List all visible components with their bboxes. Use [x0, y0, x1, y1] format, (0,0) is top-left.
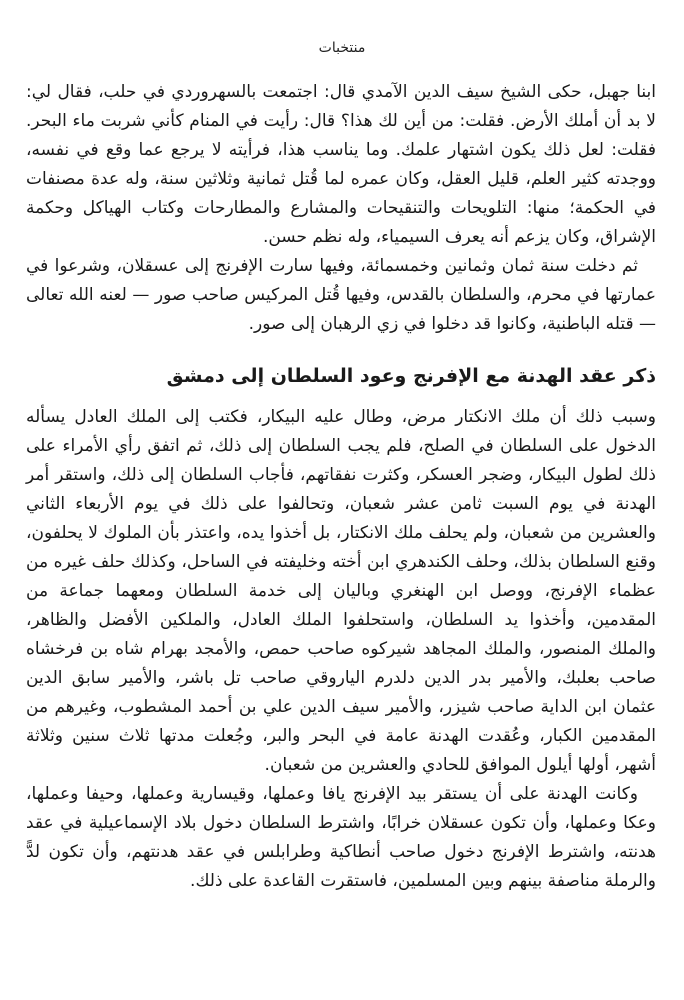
spacer	[26, 339, 656, 361]
paragraph-truce-terms: وكانت الهدنة على أن يستقر بيد الإفرنج يافا وعملها، وقيسارية وعملها، وحيفا وعملها، وعكا وعملها، وأن تكون عسقلان خرابًا، واشترط السلطان دخول بلاد الإسماعيلية في عقد هدنته، واشترط الإفرنج دخول صاحب أنطاكية وطرابلس في عقد هدنتهم، وأن تكون لدًّ والرملة مناصفة بينهم وبين المسلمين، فاستقرت القاعدة على ذلك.	[26, 784, 656, 891]
section-heading: ذكر عقد الهدنة مع الإفرنج وعود السلطان إلى دمشق	[166, 365, 656, 387]
spacer	[26, 391, 656, 403]
paragraph-year-588: ثم دخلت سنة ثمان وثمانين وخمسمائة، وفيها سارت الإفرنج إلى عسقلان، وشرعوا في عمارتها في محرم، والسلطان بالقدس، وفيها قُتل المركيس صاحب صور — لعنه الله تعالى — قتله الباطنية، وكانوا قد دخلوا في زي الرهبان إلى صور.	[26, 256, 656, 334]
paragraph-truce-cause: وسبب ذلك أن ملك الانكتار مرض، وطال عليه البيكار، فكتب إلى الملك العادل يسأله الدخول على السلطان في الصلح، فلم يجب السلطان إلى ذلك، ثم اتفق رأي الأمراء على ذلك لطول البيكار، وضجر العسكر، وكثرت نفقاتهم، فأجاب السلطان إلى ذلك، واستقر أمر الهدنة في يوم السبت ثامن عشر شعبان، وتحالفوا على ذلك في يوم الأربعاء الثاني والعشرين من شعبان، ولم يحلف ملك الانكتار، بل أخذوا يده، واعتذر بأن الملوك لا يحلفون، وقنع السلطان بذلك، وحلف الكندهري ابن أخته وخليفته في الساحل، وكذلك حلف غيره من عظماء الإفرنج، ووصل ابن الهنغري وباليان إلى خدمة السلطان ومعهما جماعة من المقدمين، وأخذوا يد السلطان، واستحلفوا الملك العادل، والملكين الأفضل والظاهر، والملك المنصور، والملك المجاهد شيركوه صاحب حمص، والأمجد بهرام شاه بن فرخشاه صاحب بعلبك، والأمير بدر الدين دلدرم الياروقي صاحب تل باشر، والأمير سابق الدين عثمان ابن الداية صاحب شيزر، والأمير سيف الدين علي بن أحمد المشطوب، وغيرهم من المقدمين الكبار، وعُقدت الهدنة عامة في البحر والبر، وجُعلت مدتها ثلاث سنين وثلاثة أشهر، أولها أيلول الموافق للحادي والعشرين من شعبان.	[26, 407, 656, 775]
page-body	[26, 78, 656, 896]
paragraph-continuation: ابنا جهبل، حكى الشيخ سيف الدين الآمدي قال: اجتمعت بالسهروردي في حلب، فقال لي: لا بد أن أملك الأرض. فقلت: من أين لك هذا؟ قال: رأيت في المنام كأني شربت ماء البحر. فقلت: لعل ذلك يكون اشتهار علمك. وما يناسب هذا، فرأيته لا يرجع عما وقع في نفسه، ووجدته كثير العلم، قليل العقل، وكان عمره لما قُتل ثمانية وثلاثين سنة، وله عدة مصنفات في الحكمة؛ منها: التلويحات والتنقيحات والمشارع والمطارحات وكتاب الهياكل وحكمة الإشراق، وكان يزعم أنه يعرف السيمياء، وله نظم حسن.	[26, 82, 656, 247]
running-header: منتخبات	[318, 40, 366, 56]
